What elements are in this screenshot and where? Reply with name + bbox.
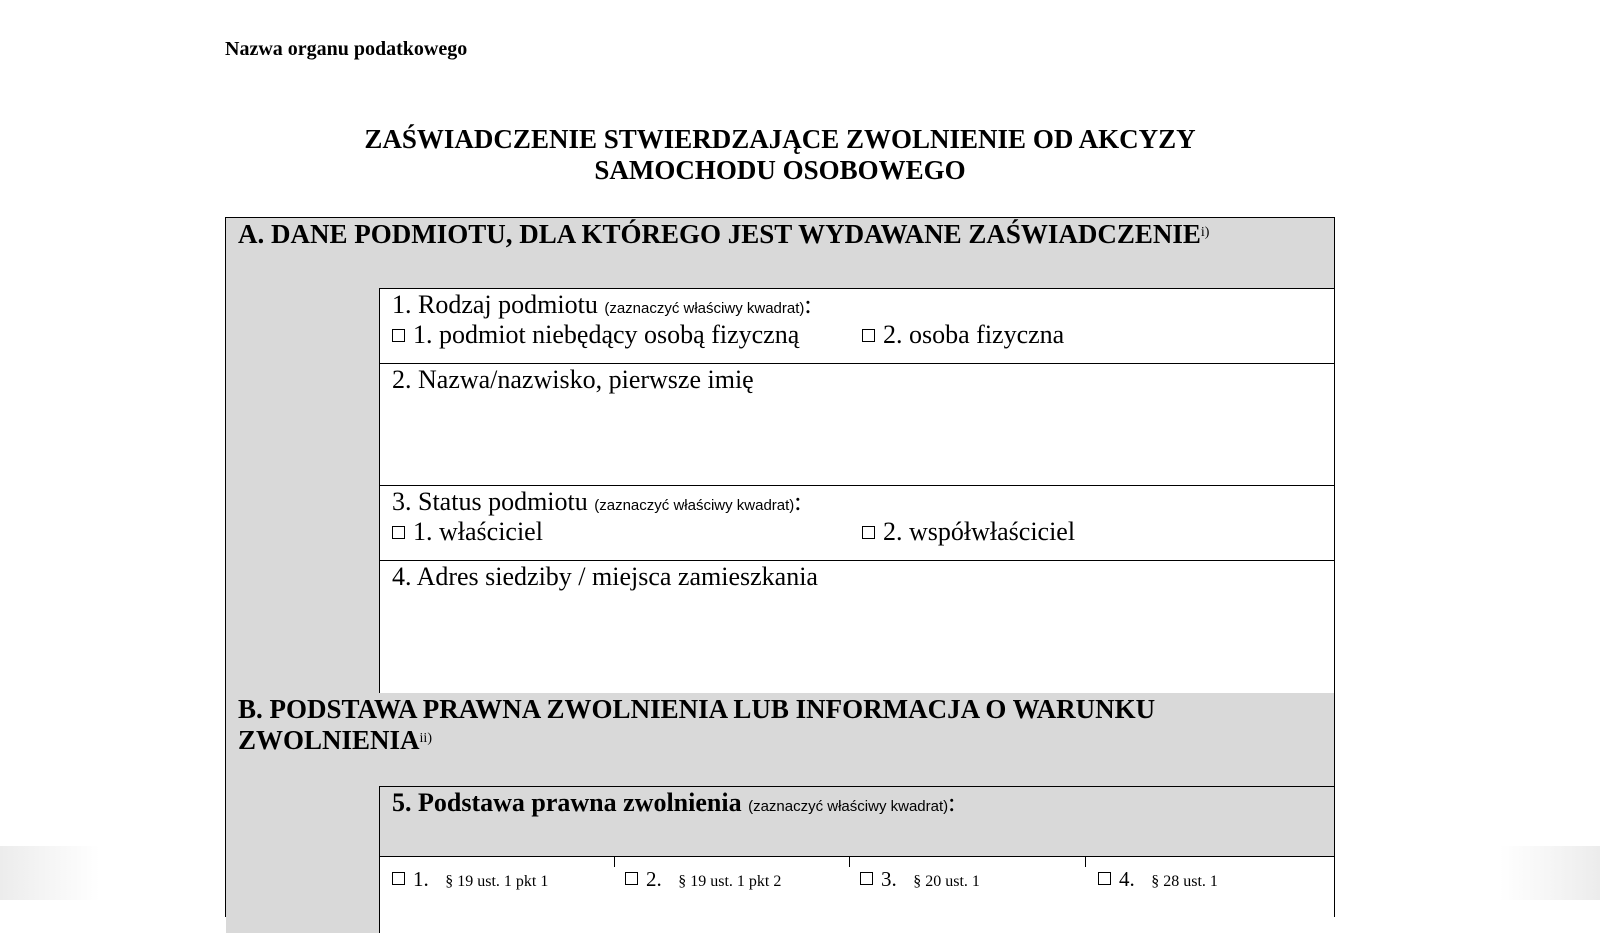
- option-legal-basis-4[interactable]: 4. § 28 ust. 1: [1098, 863, 1218, 897]
- field-legal-basis: [379, 786, 1334, 933]
- field-name-label: 2. Nazwa/nazwisko, pierwsze imię: [392, 365, 754, 394]
- field-entity-type: [379, 288, 1334, 364]
- field-address-label: 4. Adres siedziby / miejsca zamieszkania: [392, 562, 818, 591]
- option-owner[interactable]: 1. właściciel: [392, 517, 543, 547]
- column-divider: [614, 857, 615, 867]
- checkbox-icon[interactable]: [392, 872, 405, 885]
- option-co-owner[interactable]: 2. współwłaściciel: [862, 517, 1075, 547]
- column-divider: [849, 857, 850, 867]
- field-address[interactable]: [379, 560, 1334, 693]
- certificate-form: [225, 217, 1335, 917]
- option-legal-basis-1[interactable]: 1. § 19 ust. 1 pkt 1: [392, 863, 548, 897]
- section-b-title: B. PODSTAWA PRAWNA ZWOLNIENIA LUB INFORMACJA O WARUNKU ZWOLNIENIA$^{ii)}$: [238, 694, 1156, 755]
- option-natural-person[interactable]: 2. osoba fizyczna: [862, 320, 1064, 350]
- page-shadow-right: [1500, 846, 1600, 900]
- option-non-natural-person[interactable]: 1. podmiot niebędący osobą fizyczną: [392, 320, 799, 350]
- checkbox-icon[interactable]: [625, 872, 638, 885]
- option-legal-basis-2[interactable]: 2. § 19 ust. 1 pkt 2: [625, 863, 781, 897]
- section-a-title: A. DANE PODMIOTU, DLA KTÓREGO JEST WYDAWANE ZAŚWIADCZENIE$^{i)}$: [238, 219, 1210, 249]
- option-legal-basis-3[interactable]: 3. § 20 ust. 1: [860, 863, 980, 897]
- field-entity-status: [379, 485, 1334, 561]
- footnote-marker: i): [1200, 225, 1210, 240]
- page-shadow-left: [0, 846, 100, 900]
- document-title-line1: ZAŚWIADCZENIE STWIERDZAJĄCE ZWOLNIENIE OD AKCYZY: [364, 124, 1196, 154]
- checkbox-icon[interactable]: [392, 329, 405, 342]
- checkbox-icon[interactable]: [862, 526, 875, 539]
- legal-basis-options-row: [380, 856, 1334, 933]
- document-title-line2: SAMOCHODU OSOBOWEGO: [594, 155, 966, 185]
- tax-authority-name-label: Nazwa organu podatkowego: [225, 38, 468, 60]
- checkbox-icon[interactable]: [1098, 872, 1111, 885]
- field-name[interactable]: [379, 363, 1334, 486]
- field-legal-basis-label: 5. Podstawa prawna zwolnienia (zaznaczyć właściwy kwadrat):: [392, 788, 956, 817]
- checkbox-icon[interactable]: [392, 526, 405, 539]
- document-title: [225, 124, 1335, 186]
- field-entity-type-label: 1. Rodzaj podmiotu (zaznaczyć właściwy kwadrat):: [392, 290, 812, 319]
- field-entity-status-label: 3. Status podmiotu (zaznaczyć właściwy kwadrat):: [392, 487, 802, 516]
- checkbox-icon[interactable]: [862, 329, 875, 342]
- section-a: [226, 218, 1334, 694]
- checkbox-icon[interactable]: [860, 872, 873, 885]
- column-divider: [1085, 857, 1086, 867]
- footnote-marker: ii): [419, 731, 432, 746]
- section-b: [226, 693, 1334, 933]
